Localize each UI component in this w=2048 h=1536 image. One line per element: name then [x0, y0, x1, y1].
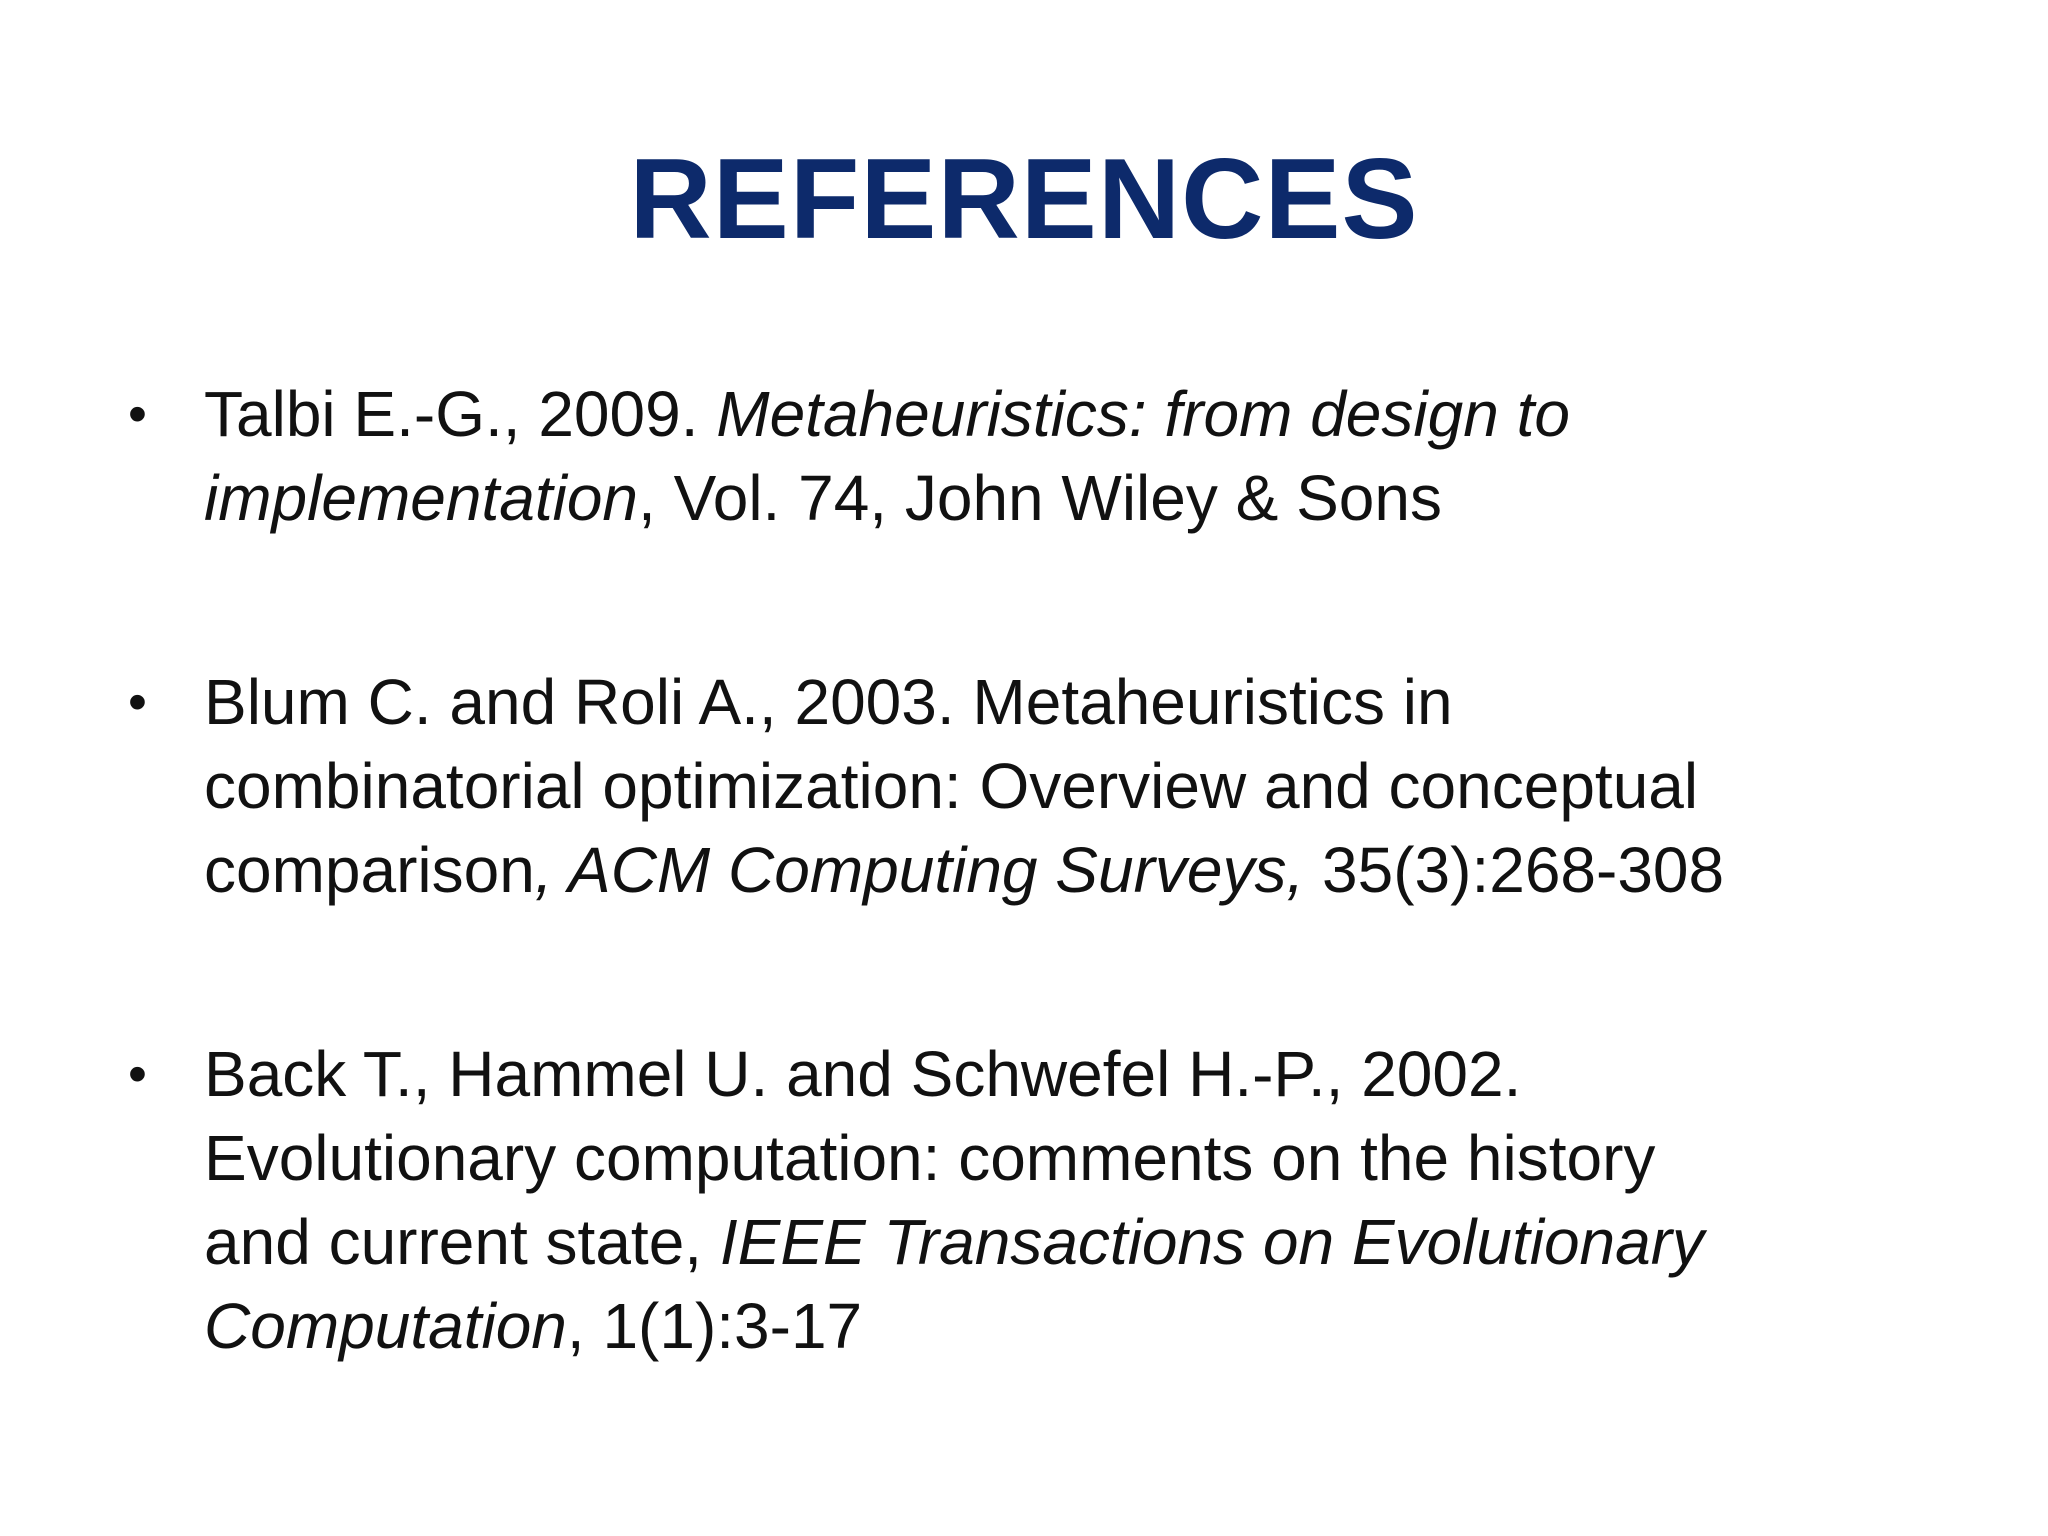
reference-line [204, 1284, 1944, 1368]
reference-line [204, 372, 1944, 456]
reference-line [204, 1200, 1944, 1284]
slide-title: REFERENCES [629, 136, 1419, 263]
bullet-icon: • [128, 384, 147, 444]
reference-text [204, 660, 1944, 912]
reference-segment: , 1(1):3-17 [566, 1290, 863, 1362]
reference-line [204, 1032, 1944, 1116]
italic-reference-segment: Metaheuristics: from design to [716, 378, 1570, 450]
reference-segment: Blum C. and Roli A., 2003. Metaheuristics in [204, 666, 1453, 738]
reference-line [204, 456, 1944, 540]
italic-reference-segment: Computation [204, 1290, 567, 1362]
reference-segment: 35(3):268-308 [1304, 834, 1725, 906]
reference-segment: Evolutionary computation: comments on the history [204, 1122, 1656, 1194]
reference-line [204, 1116, 1944, 1200]
reference-line [204, 744, 1944, 828]
reference-segment: Talbi E.-G., 2009. [204, 378, 717, 450]
reference-line [204, 828, 1944, 912]
bullet-icon: • [128, 1044, 147, 1104]
reference-segment: comparison [204, 834, 535, 906]
reference-segment: and current state, [204, 1206, 720, 1278]
italic-reference-segment: IEEE Transactions on Evolutionary [719, 1206, 1705, 1278]
italic-reference-segment: implementation [204, 462, 638, 534]
reference-segment: combinatorial optimization: Overview and conceptual [204, 750, 1699, 822]
reference-segment: , Vol. 74, John Wiley & Sons [638, 462, 1442, 534]
reference-text [204, 1032, 1944, 1368]
reference-text [204, 372, 1944, 540]
italic-reference-segment: , ACM Computing Surveys, [534, 834, 1305, 906]
reference-segment: Back T., Hammel U. and Schwefel H.-P., 2002. [204, 1038, 1522, 1110]
bullet-icon: • [128, 672, 147, 732]
reference-line [204, 660, 1944, 744]
